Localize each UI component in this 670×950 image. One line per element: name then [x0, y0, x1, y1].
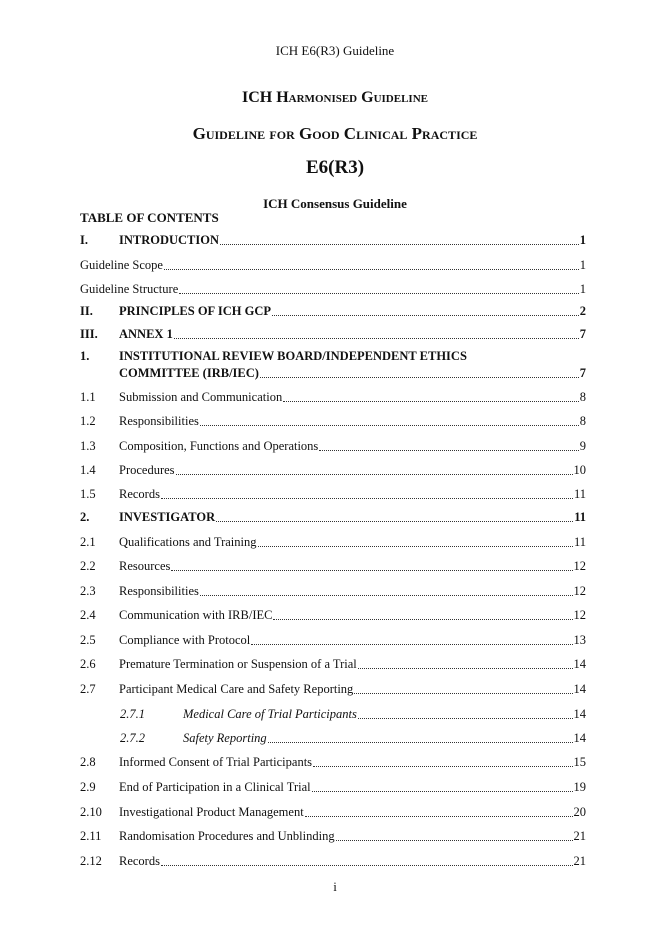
dot-leader — [283, 400, 579, 402]
toc-entry-title: Qualifications and Training — [119, 535, 257, 549]
running-header: ICH E6(R3) Guideline — [275, 43, 395, 58]
toc-entry-title: INTRODUCTION — [119, 233, 220, 247]
toc-entry-title: INSTITUTIONAL REVIEW BOARD/INDEPENDENT ETHICS — [119, 349, 467, 363]
toc-entry-title: Records — [119, 854, 160, 868]
toc-entry-2-2[interactable] — [80, 559, 586, 574]
toc-entry-page: 14 — [573, 731, 586, 745]
toc-entry-2-12[interactable] — [80, 854, 586, 869]
toc-entry-page: 1 — [579, 233, 586, 247]
toc-entry-title: Submission and Communication — [119, 390, 283, 404]
toc-entry-title-continued: COMMITTEE (IRB/IEC) — [119, 366, 259, 380]
toc-entry-number: III. — [80, 327, 98, 341]
toc-entry-page: 2 — [579, 304, 586, 318]
toc-entry-page: 1 — [579, 282, 586, 296]
toc-entry-title: Responsibilities — [119, 414, 199, 428]
toc-entry-page: 14 — [573, 707, 586, 721]
toc-entry-page: 14 — [573, 682, 586, 696]
toc-entry-number: 1.3 — [80, 439, 96, 453]
toc-entry-title: Composition, Functions and Operations — [119, 439, 319, 453]
toc-entry-page: 12 — [573, 559, 586, 573]
toc-entry-title: ANNEX 1 — [119, 327, 173, 341]
toc-entry-page: 11 — [574, 510, 586, 524]
dot-leader — [179, 292, 579, 294]
toc-entry-title: Compliance with Protocol — [119, 633, 251, 647]
toc-entry-page: 15 — [573, 755, 586, 769]
toc-entry-page: 8 — [579, 390, 586, 404]
toc-entry-title: End of Participation in a Clinical Trial — [119, 780, 311, 794]
toc-entry-number: 2.3 — [80, 584, 96, 598]
dot-leader — [336, 839, 573, 841]
dot-leader — [176, 473, 573, 475]
toc-entry-1-1[interactable] — [80, 390, 586, 405]
toc-entry-number: 2.12 — [80, 854, 102, 868]
toc-entry-title: Communication with IRB/IEC — [119, 608, 273, 622]
dot-leader — [319, 449, 578, 451]
toc-entry-number: 2.2 — [80, 559, 96, 573]
toc-entry-title: Informed Consent of Trial Participants — [119, 755, 313, 769]
toc-entry-number: I. — [80, 233, 88, 247]
toc-entry-2-6[interactable] — [80, 657, 586, 672]
toc-entry-page: 14 — [573, 657, 586, 671]
toc-entry-2-7-2[interactable] — [80, 731, 586, 746]
toc-entry-number: 2.7.1 — [120, 707, 145, 721]
dot-leader — [164, 268, 579, 270]
toc-entry-annex-1[interactable] — [80, 327, 586, 342]
toc-entry-2-5[interactable] — [80, 633, 586, 648]
toc-entry-title: INVESTIGATOR — [119, 510, 216, 524]
toc-entry-number: 1.2 — [80, 414, 96, 428]
toc-entry-number: 2.9 — [80, 780, 96, 794]
dot-leader — [358, 667, 573, 669]
toc-entry-page: 11 — [573, 487, 586, 501]
dot-leader — [171, 569, 572, 571]
toc-entry-number: 2.7 — [80, 682, 96, 696]
toc-entry-page: 12 — [573, 584, 586, 598]
dot-leader — [305, 815, 573, 817]
toc-entry-guideline-scope[interactable] — [80, 258, 586, 273]
toc-entry-1-2[interactable] — [80, 414, 586, 429]
toc-entry-page: 12 — [573, 608, 586, 622]
dot-leader — [161, 497, 573, 499]
dot-leader — [251, 643, 572, 645]
toc-entry-irb-iec[interactable] — [80, 366, 586, 381]
toc-entry-title: Participant Medical Care and Safety Reporting — [119, 682, 354, 696]
toc-entry-title: PRINCIPLES OF ICH GCP — [119, 304, 271, 318]
toc-entry-number: 2.8 — [80, 755, 96, 769]
toc-entry-page: 8 — [579, 414, 586, 428]
toc-entry-title: Premature Termination or Suspension of a Trial — [119, 657, 357, 671]
toc-entry-number: 2.10 — [80, 805, 102, 819]
toc-entry-2-9[interactable] — [80, 780, 586, 795]
toc-entry-number: 1. — [80, 349, 90, 363]
toc-entry-1-5[interactable] — [80, 487, 586, 502]
toc-entry-page: 19 — [573, 780, 586, 794]
doc-subtitle-consensus: ICH Consensus Guideline — [263, 196, 407, 211]
toc-entry-guideline-structure[interactable] — [80, 282, 586, 297]
toc-entry-title: Medical Care of Trial Participants — [183, 707, 357, 721]
toc-entry-2-1[interactable] — [80, 535, 586, 550]
toc-entry-1-3[interactable] — [80, 439, 586, 454]
dot-leader — [200, 424, 579, 426]
dot-leader — [174, 337, 579, 339]
toc-entry-title: Records — [119, 487, 160, 501]
toc-entry-2-11[interactable] — [80, 829, 586, 844]
dot-leader — [220, 243, 579, 245]
toc-entry-2-4[interactable] — [80, 608, 586, 623]
toc-entry-irb-iec-first-line[interactable] — [80, 349, 586, 364]
toc-entry-page: 7 — [579, 327, 586, 341]
toc-entry-number: 2.4 — [80, 608, 96, 622]
toc-entry-title: Randomisation Procedures and Unblinding — [119, 829, 335, 843]
toc-entry-title: Guideline Scope — [80, 258, 163, 272]
toc-entry-number: 1.5 — [80, 487, 96, 501]
toc-entry-number: 1.1 — [80, 390, 96, 404]
dot-leader — [258, 545, 573, 547]
toc-entry-title: Resources — [119, 559, 171, 573]
dot-leader — [200, 594, 573, 596]
toc-entry-page: 13 — [573, 633, 586, 647]
dot-leader — [260, 376, 579, 378]
toc-entry-2-8[interactable] — [80, 755, 586, 770]
page-number: i — [333, 879, 337, 894]
toc-entry-number: 2.7.2 — [120, 731, 145, 745]
toc-entry-number: 2.11 — [80, 829, 102, 843]
toc-entry-number: II. — [80, 304, 93, 318]
toc-entry-2-7-1[interactable] — [80, 707, 586, 722]
toc-entry-principles[interactable] — [80, 304, 586, 319]
doc-title-gcp: Guideline for Good Clinical Practice — [192, 124, 478, 143]
toc-entry-title: Responsibilities — [119, 584, 199, 598]
toc-heading: TABLE OF CONTENTS — [80, 210, 219, 225]
toc-entry-page: 10 — [573, 463, 586, 477]
dot-leader — [216, 520, 573, 522]
dot-leader — [273, 618, 572, 620]
toc-entry-number: 2.5 — [80, 633, 96, 647]
toc-entry-page: 9 — [579, 439, 586, 453]
toc-entry-introduction[interactable] — [80, 233, 586, 248]
dot-leader — [161, 864, 573, 866]
toc-entry-number: 2.6 — [80, 657, 96, 671]
toc-entry-investigator[interactable] — [80, 510, 586, 525]
doc-title-harmonised: ICH Harmonised Guideline — [242, 89, 428, 106]
toc-entry-page: 7 — [579, 366, 586, 380]
toc-entry-title: Safety Reporting — [183, 731, 267, 745]
toc-entry-title: Procedures — [119, 463, 175, 477]
dot-leader — [312, 790, 573, 792]
toc-entry-number: 1.4 — [80, 463, 96, 477]
dot-leader — [354, 692, 572, 694]
toc-entry-number: 2.1 — [80, 535, 96, 549]
dot-leader — [358, 717, 573, 719]
toc-entry-title: Investigational Product Management — [119, 805, 304, 819]
toc-entry-page: 21 — [573, 854, 586, 868]
doc-title-code: E6(R3) — [305, 157, 365, 178]
dot-leader — [313, 765, 572, 767]
toc-entry-number: 2. — [80, 510, 90, 524]
toc-entry-1-4[interactable] — [80, 463, 586, 478]
toc-entry-2-10[interactable] — [80, 805, 586, 820]
toc-entry-page: 21 — [573, 829, 586, 843]
toc-entry-page: 20 — [573, 805, 586, 819]
toc-entry-2-7[interactable] — [80, 682, 586, 697]
toc-entry-page: 11 — [573, 535, 586, 549]
toc-entry-title: Guideline Structure — [80, 282, 179, 296]
dot-leader — [268, 741, 573, 743]
toc-entry-2-3[interactable] — [80, 584, 586, 599]
dot-leader — [272, 314, 579, 316]
toc-entry-page: 1 — [579, 258, 586, 272]
